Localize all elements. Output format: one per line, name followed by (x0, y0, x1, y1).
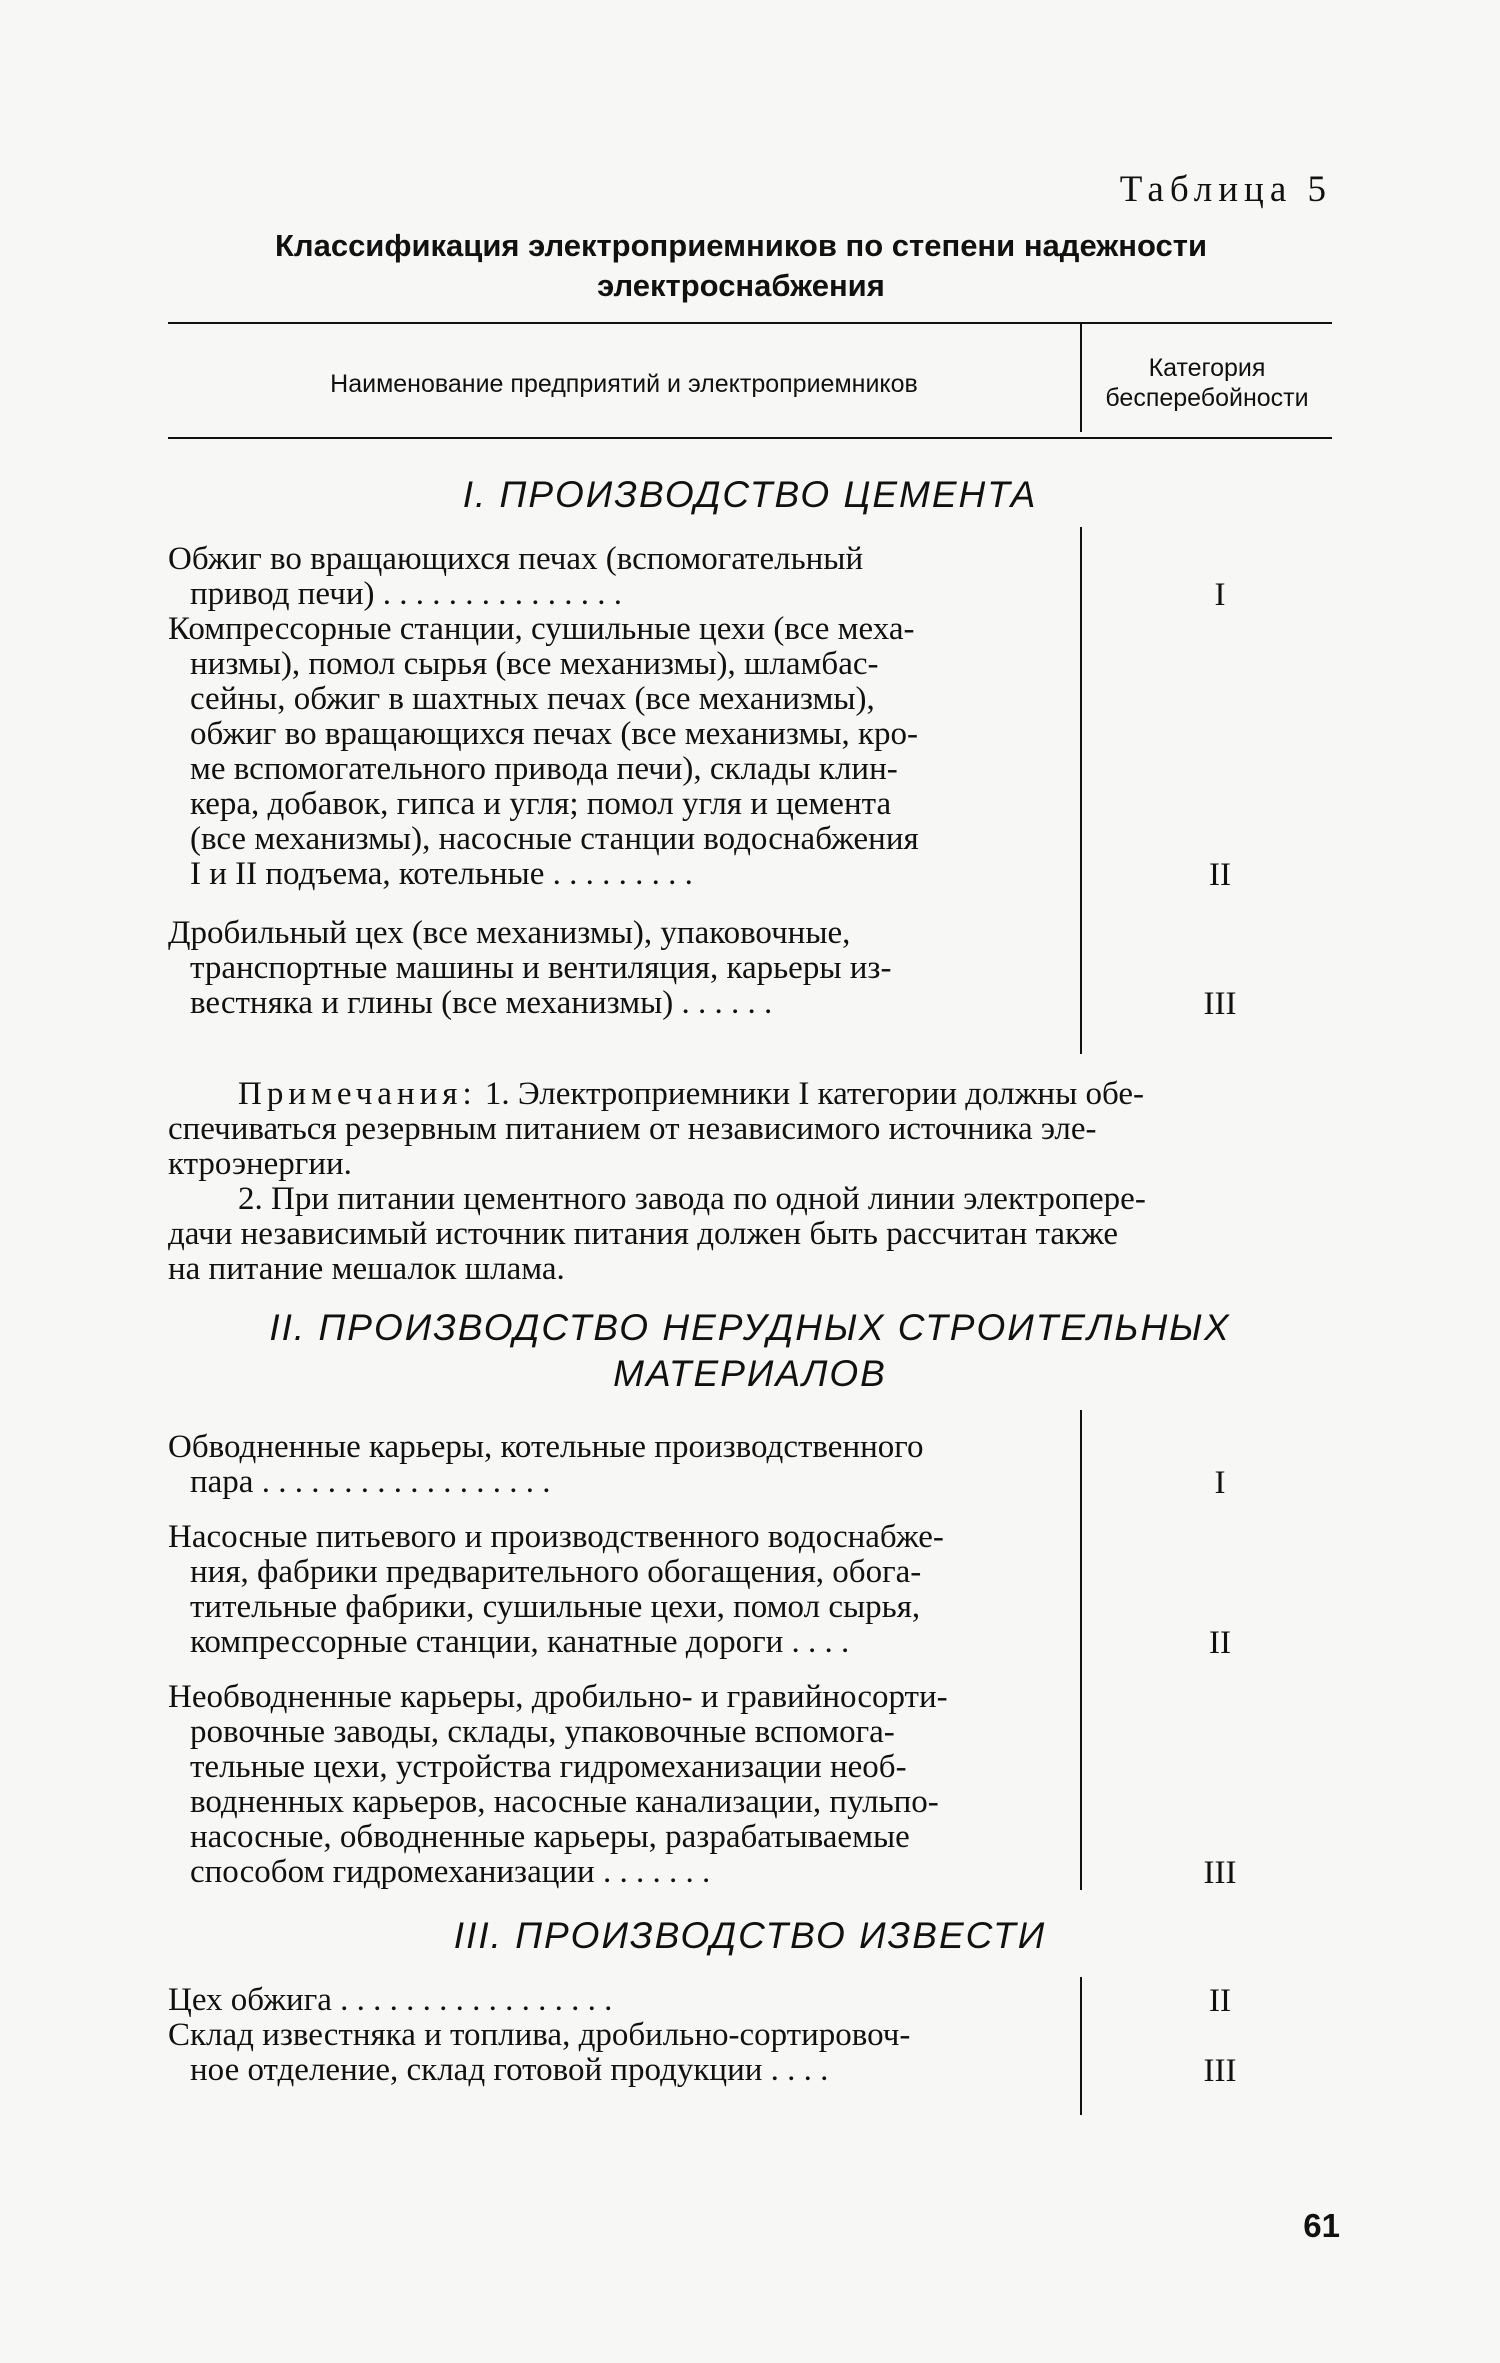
section-heading-nonmetallic (168, 1305, 1332, 1397)
row-text-line: кера, добавок, гипса и угля; помол угля и цемента (190, 786, 892, 822)
table-number: Таблица 5 (1119, 169, 1332, 210)
note-1-text: 1. Электроприемники I категории должны обе- (476, 1076, 1144, 1112)
page-number: 61 (1303, 2207, 1340, 2244)
row-category: II (1209, 1625, 1231, 1661)
row-text-line: способом гидромеханизации . . . . . . . (190, 1854, 711, 1890)
row-category: III (1203, 1855, 1237, 1891)
table-row (168, 1430, 1068, 1500)
row-text-line: водненных карьеров, насосные канализации, пульпо- (190, 1784, 939, 1820)
row-text-line: (все механизмы), насосные станции водоснабжения (190, 821, 919, 857)
note-1-line2: спечиваться резервным питанием от независимого источника эле- (168, 1111, 1097, 1147)
note-2-line2: дачи независимый источник питания должен быть рассчитан также (168, 1216, 1119, 1252)
note-1-line1 (168, 1077, 1332, 1112)
section-heading-lime: III. ПРОИЗВОДСТВО ИЗВЕСТИ (453, 1915, 1047, 1956)
row-text-line: I и II подъема, котельные . . . . . . . . . (190, 856, 693, 892)
row-text-line: насосные, обводненные карьеры, разрабатываемые (190, 1819, 910, 1855)
table-row (168, 542, 1068, 612)
row-text-line: вестняка и глины (все механизмы) . . . . . . (190, 985, 773, 1021)
row-text-line: тельные цехи, устройства гидромеханизации необ- (190, 1749, 907, 1785)
row-category: III (1203, 2053, 1237, 2089)
row-text-line: ровочные заводы, склады, упаковочные вспомога- (190, 1714, 895, 1750)
table-row (168, 1520, 1068, 1660)
row-text-line: пара . . . . . . . . . . . . . . . . . . (190, 1464, 551, 1500)
column-header-category-line2: бесперебойности (1105, 384, 1309, 412)
table-row (168, 916, 1068, 1021)
note-2-line3: на питание мешалок шлама. (168, 1251, 565, 1287)
row-category: III (1203, 986, 1237, 1022)
note-1-line3: ктроэнергии. (168, 1146, 352, 1182)
notes-label: Примечания: (238, 1076, 477, 1112)
notes-block (168, 1077, 1332, 1287)
row-text-line: Склад известняка и топлива, дробильно-сортировоч- (168, 2017, 911, 2053)
row-category: II (1209, 1983, 1231, 2019)
section-heading-cement: I. ПРОИЗВОДСТВО ЦЕМЕНТА (462, 474, 1038, 515)
table-title-line1: Классификация электроприемников по степени надежности (274, 228, 1208, 263)
row-text-line: ное отделение, склад готовой продукции . . . . (190, 2052, 829, 2088)
section-heading-line1: II. ПРОИЗВОДСТВО НЕРУДНЫХ СТРОИТЕЛЬНЫХ (269, 1307, 1231, 1348)
row-text-line: транспортные машины и вентиляция, карьеры из- (190, 950, 892, 986)
row-text-line: Дробильный цех (все механизмы), упаковочные, (168, 915, 851, 951)
table-title-line2: электроснабжения (597, 268, 885, 303)
note-2-line1: 2. При питании цементного завода по одной линии электропере- (238, 1181, 1146, 1217)
table-row (168, 1680, 1068, 1890)
column-divider-section2 (1080, 1410, 1082, 1890)
row-category: I (1214, 577, 1226, 613)
table-row (168, 2018, 1068, 2088)
row-text-line: компрессорные станции, канатные дороги . . . . (190, 1624, 850, 1660)
table-top-rule (168, 322, 1332, 324)
table-row (168, 1983, 1068, 2018)
column-divider-section3 (1080, 1977, 1082, 2115)
row-text-line: привод печи) . . . . . . . . . . . . . . . (190, 576, 622, 612)
row-category: I (1214, 1465, 1226, 1501)
row-text-line: Обжиг во вращающихся печах (вспомогательный (168, 541, 864, 577)
row-text-line: Цех обжига . . . . . . . . . . . . . . . . . (168, 1982, 613, 2018)
column-header-category-line1: Категория (1148, 354, 1266, 382)
row-text-line: обжиг во вращающихся печах (все механизмы, кро- (190, 716, 919, 752)
row-text-line: Насосные питьевого и производственного водоснабже- (168, 1519, 944, 1555)
row-text-line: сейны, обжиг в шахтных печах (все механизмы), (190, 681, 875, 717)
row-text-line: ме вспомогательного привода печи), склады клин- (190, 751, 898, 787)
row-text-line: Компрессорные станции, сушильные цехи (все меха- (168, 611, 915, 647)
row-category: II (1209, 857, 1231, 893)
table-row (168, 612, 1068, 892)
column-divider-section1 (1080, 527, 1082, 1054)
table-title (150, 226, 1332, 306)
table-header-rule (168, 437, 1332, 439)
row-text-line: тительные фабрики, сушильные цехи, помол сырья, (190, 1589, 921, 1625)
column-header-name: Наименование предприятий и электроприемников (330, 370, 918, 398)
row-text-line: низмы), помол сырья (все механизмы), шламбас- (190, 646, 879, 682)
row-text-line: Необводненные карьеры, дробильно- и гравийносорти- (168, 1679, 948, 1715)
column-header-category (1082, 353, 1332, 413)
section-heading-line2: МАТЕРИАЛОВ (613, 1353, 887, 1394)
row-text-line: Обводненные карьеры, котельные производственного (168, 1429, 924, 1465)
row-text-line: ния, фабрики предварительного обогащения, обога- (190, 1554, 922, 1590)
